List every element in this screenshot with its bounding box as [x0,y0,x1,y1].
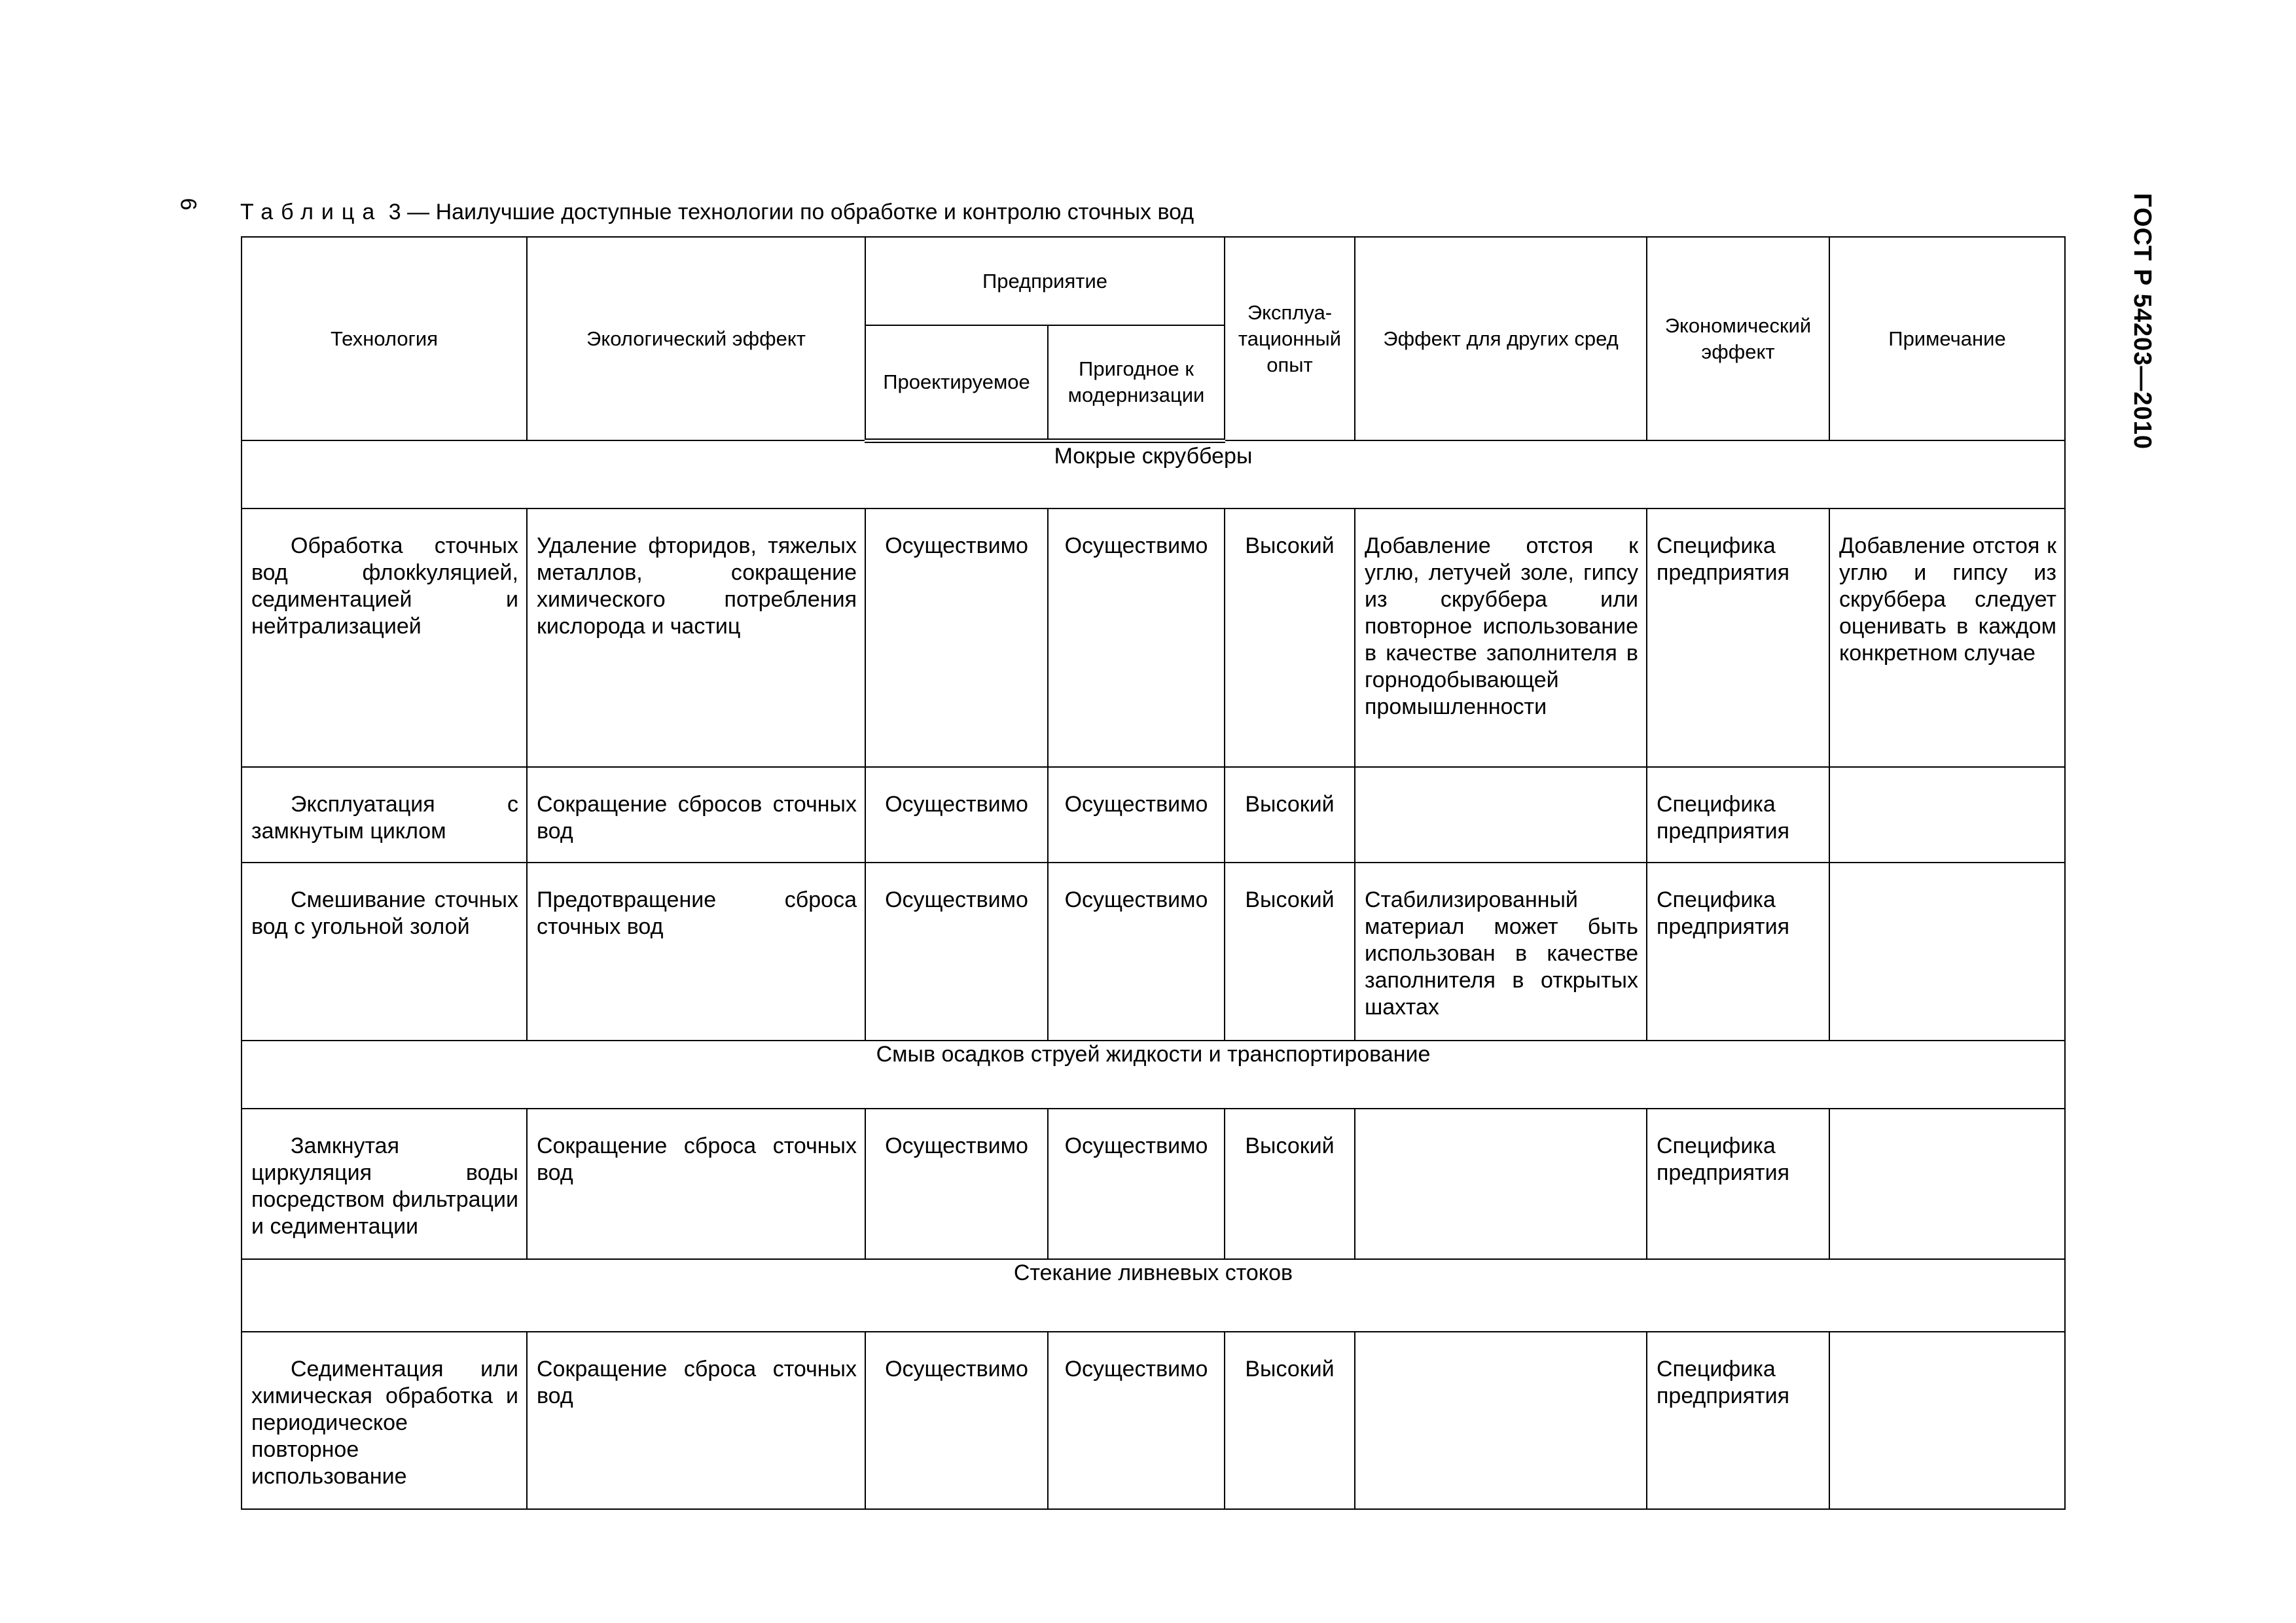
cell-note [1829,767,2065,863]
cell-experience: Высокий [1225,767,1355,863]
table-row [242,1332,2065,1509]
header-designed: Проектируемое [865,325,1048,440]
cell-cross-media [1355,1109,1647,1259]
cell-experience: Высокий [1225,1109,1355,1259]
header-modernizable: Пригодное к модернизации [1048,325,1225,440]
cell-modernizable: Осуществимо [1048,767,1225,863]
cell-designed: Осуществимо [865,508,1048,767]
cell-technology: Замкнутая циркуляция воды посредством фильтрации и седиментации [242,1109,527,1259]
header-enterprise: Предприятие [865,237,1225,325]
cell-economic: Специфика предприятия [1647,508,1829,767]
caption-text: 3 — Наилучшие доступные технологии по обработке и контролю сточных вод [388,200,1194,224]
section-title: Мокрые скрубберы [242,440,2065,508]
cell-technology: Смешивание сточных вод с угольной золой [242,863,527,1041]
cell-experience: Высокий [1225,863,1355,1041]
cell-note [1829,1109,2065,1259]
cell-economic: Специфика предприятия [1647,1109,1829,1259]
cell-modernizable: Осуществимо [1048,508,1225,767]
cell-designed: Осуществимо [865,863,1048,1041]
table-row [242,863,2065,1041]
header-cross-media-effect: Эффект для других сред [1355,237,1647,440]
table-row [242,508,2065,767]
bat-table [241,236,2066,1510]
cell-note [1829,863,2065,1041]
cell-technology: Эксплуатация с замкнутым циклом [242,767,527,863]
header-ecological-effect: Экологический эффект [527,237,865,440]
section-title: Стекание ливневых стоков [242,1259,2065,1332]
cell-technology: Обработка сточных вод флокkуляцией, седиментацией и нейтрализацией [242,508,527,767]
cell-experience: Высокий [1225,508,1355,767]
page-number: 6 [175,198,201,211]
cell-cross-media: Добавление отстоя к углю, летучей золе, гипсу из скруббера или повторное использование в качестве заполнителя в горнодобывающей промышленности [1355,508,1647,767]
cell-ecological-effect: Сокращение сброса сточных вод [527,1332,865,1509]
cell-experience: Высокий [1225,1332,1355,1509]
cell-cross-media [1355,767,1647,863]
cell-note: Добавление отстоя к углю и гипсу из скруббера следует оценивать в каждом конкретном случае [1829,508,2065,767]
cell-designed: Осуществимо [865,1332,1048,1509]
cell-ecological-effect: Предотвращение сброса сточных вод [527,863,865,1041]
cell-economic: Специфика предприятия [1647,767,1829,863]
table-caption [240,200,1194,225]
header-note: Примечание [1829,237,2065,440]
table-row [242,1109,2065,1259]
cell-economic: Специфика предприятия [1647,1332,1829,1509]
standard-designation: ГОСТ Р 54203—2010 [2128,193,2156,450]
header-operational-experience: Эксплуа-тационный опыт [1225,237,1355,440]
cell-note [1829,1332,2065,1509]
cell-modernizable: Осуществимо [1048,1109,1225,1259]
cell-cross-media: Стабилизированный материал может быть использован в качестве заполнителя в открытых шахтах [1355,863,1647,1041]
cell-ecological-effect: Удаление фторидов, тяжелых металлов, сокращение химического потребления кислорода и частиц [527,508,865,767]
cell-cross-media [1355,1332,1647,1509]
cell-ecological-effect: Сокращение сбросов сточных вод [527,767,865,863]
cell-economic: Специфика предприятия [1647,863,1829,1041]
section-title: Смыв осадков струей жидкости и транспортирование [242,1041,2065,1109]
table-row [242,767,2065,863]
cell-modernizable: Осуществимо [1048,1332,1225,1509]
cell-designed: Осуществимо [865,1109,1048,1259]
header-technology: Технология [242,237,527,440]
header-economic-effect: Экономический эффект [1647,237,1829,440]
caption-prefix: Таблица [240,200,383,224]
cell-technology: Седиментация или химическая обработка и периодическое повторное использование [242,1332,527,1509]
cell-modernizable: Осуществимо [1048,863,1225,1041]
cell-ecological-effect: Сокращение сброса сточных вод [527,1109,865,1259]
cell-designed: Осуществимо [865,767,1048,863]
